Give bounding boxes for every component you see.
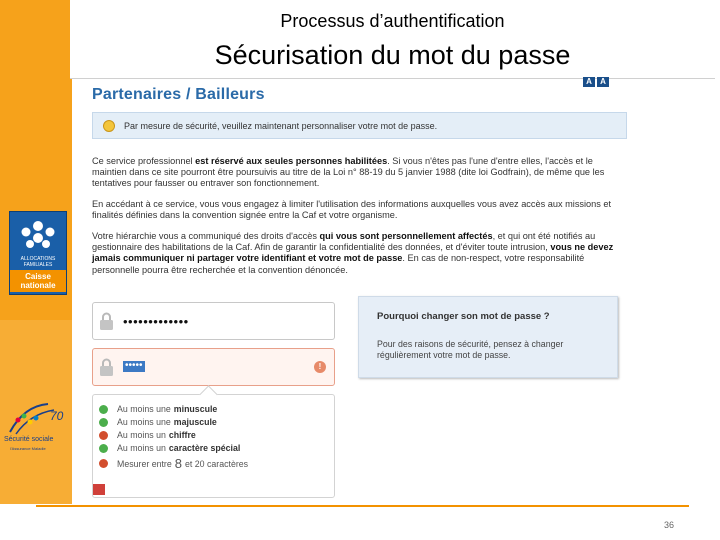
check-icon bbox=[99, 444, 108, 453]
why-body: Pour des raisons de sécurité, pensez à changer régulièrement votre mot de passe. bbox=[377, 339, 564, 360]
criteria-item: Au moins un caractère spécial bbox=[99, 443, 240, 453]
slide-subtitle: Processus d’authentification bbox=[280, 11, 505, 31]
criteria-item: Au moins une majuscule bbox=[99, 417, 217, 427]
lock-icon bbox=[100, 312, 113, 330]
password-mask-selected: ••••• bbox=[125, 360, 143, 371]
error-marker bbox=[93, 484, 105, 495]
footer-divider bbox=[36, 505, 689, 507]
check-icon bbox=[99, 405, 108, 414]
error-icon bbox=[99, 431, 108, 440]
info-banner bbox=[92, 112, 627, 139]
page-number: 36 bbox=[664, 520, 675, 530]
criteria-item: Au moins une minuscule bbox=[99, 404, 217, 414]
confirm-password-input[interactable] bbox=[92, 348, 335, 386]
legal-paragraph-2: En accédant à ce service, vous vous engagez à limiter l'utilisation des informations auxquelles vous avez accès aux missions et finalités définies dans la convention signée entre la Caf et votre organisme. bbox=[92, 199, 612, 221]
criteria-item-length: Mesurer entre 8 et 20 caractères bbox=[99, 456, 248, 471]
font-decrease-button[interactable]: A bbox=[583, 77, 595, 87]
criteria-item: Au moins un chiffre bbox=[99, 430, 196, 440]
password-mask: ••••••••••••• bbox=[123, 314, 189, 329]
caf-logo-bottom-text: Caisse nationale bbox=[10, 270, 66, 292]
secu-logo-sub: l'Assurance Maladie bbox=[10, 446, 46, 451]
lightbulb-icon bbox=[103, 120, 115, 132]
svg-text:70: 70 bbox=[50, 409, 64, 423]
securite-sociale-logo bbox=[4, 400, 68, 454]
why-change-password-box bbox=[358, 296, 618, 378]
lock-icon bbox=[100, 358, 113, 376]
page-heading: Partenaires / Bailleurs bbox=[92, 86, 265, 103]
font-increase-button[interactable]: A bbox=[597, 77, 609, 87]
caf-emblem-icon bbox=[16, 218, 60, 254]
caf-logo-top-text: ALLOCATIONS FAMILIALES bbox=[20, 256, 56, 268]
info-text: Par mesure de sécurité, veuillez maintenant personnaliser votre mot de passe. bbox=[124, 121, 438, 131]
new-password-input[interactable] bbox=[92, 302, 335, 340]
slide-title: Sécurisation du mot du passe bbox=[214, 40, 571, 70]
title-banner bbox=[70, 0, 715, 79]
font-size-controls bbox=[583, 77, 609, 87]
secu-logo-label: Sécurité sociale bbox=[4, 436, 54, 443]
check-icon bbox=[99, 418, 108, 427]
caf-logo bbox=[9, 211, 67, 295]
legal-paragraph-1: Ce service professionnel est réservé aux seules personnes habilitées. Si vous n'êtes pas l'une d'entre elles, l'accès et le maintien dans ce site pourront être poursuivis au titre de la Loi n° 88-19 du 5 janvier 1988 (dite loi Godfrain), de même que les tentatives pour fausser ou entraver son fonctionnement. bbox=[92, 156, 605, 189]
legal-paragraph-3: Votre hiérarchie vous a communiqué des droits d'accès qui vous sont personnellement affectés, et qui ont été notifiés au gestionnaire des habilitations de la Caf. Afin de garantir la confidentialité des données, et d'éviter toute intrusion, vous ne devez jamais communiquer ni partager votre identifiant et votre mot de passe. En cas de non-respect, votre responsabilité personnelle pourra être recherchée et la convention dénoncée. bbox=[92, 231, 614, 275]
panel-notch bbox=[199, 385, 217, 403]
warning-icon: ! bbox=[314, 361, 326, 373]
secu-emblem-icon bbox=[4, 400, 68, 436]
error-icon bbox=[99, 459, 108, 468]
why-title: Pourquoi changer son mot de passe ? bbox=[377, 311, 550, 322]
password-criteria-panel bbox=[92, 394, 335, 498]
